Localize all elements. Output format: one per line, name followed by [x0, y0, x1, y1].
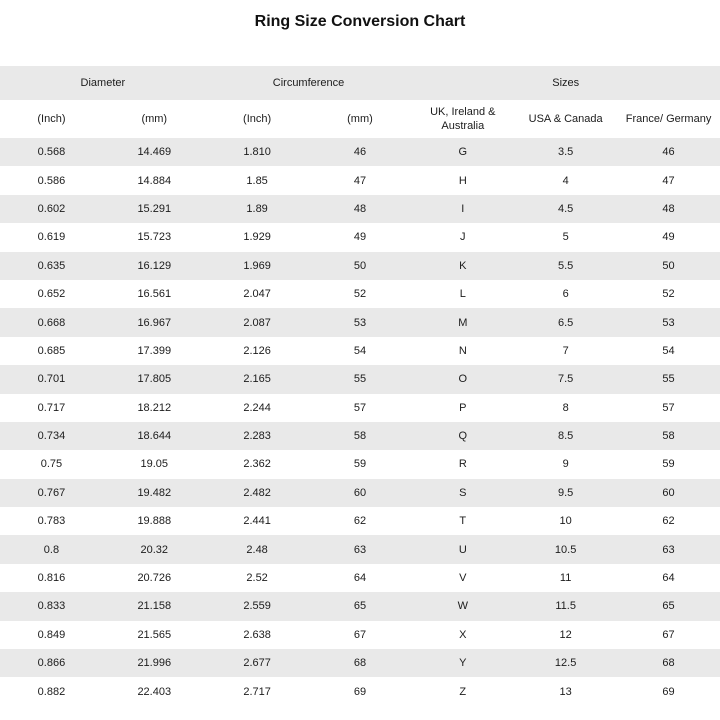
- cell: 68: [309, 649, 412, 677]
- cell: 7: [514, 337, 617, 365]
- cell: 48: [617, 195, 720, 223]
- cell: 46: [309, 138, 412, 166]
- cell: 15.291: [103, 195, 206, 223]
- cell: L: [411, 280, 514, 308]
- table-row: [0, 621, 720, 649]
- cell: 47: [617, 166, 720, 194]
- cell: 2.441: [206, 507, 309, 535]
- table-row: [0, 280, 720, 308]
- cell: 62: [309, 507, 412, 535]
- table-row: [0, 365, 720, 393]
- cell: 54: [617, 337, 720, 365]
- cell: 0.586: [0, 166, 103, 194]
- cell: 0.635: [0, 252, 103, 280]
- cell: 0.8: [0, 535, 103, 563]
- table-row: [0, 223, 720, 251]
- cell: 2.717: [206, 677, 309, 705]
- table-row: [0, 564, 720, 592]
- cell: 68: [617, 649, 720, 677]
- cell: 64: [309, 564, 412, 592]
- cell: 8.5: [514, 422, 617, 450]
- column-header-inch: (Inch): [0, 100, 103, 138]
- column-header-mm: (mm): [103, 100, 206, 138]
- cell: 12.5: [514, 649, 617, 677]
- cell: 0.652: [0, 280, 103, 308]
- cell: 59: [309, 450, 412, 478]
- cell: T: [411, 507, 514, 535]
- cell: 53: [617, 308, 720, 336]
- cell: 0.619: [0, 223, 103, 251]
- cell: G: [411, 138, 514, 166]
- cell: 20.726: [103, 564, 206, 592]
- cell: 14.884: [103, 166, 206, 194]
- cell: N: [411, 337, 514, 365]
- table-row: [0, 166, 720, 194]
- cell: 69: [617, 677, 720, 705]
- cell: 2.677: [206, 649, 309, 677]
- cell: 62: [617, 507, 720, 535]
- cell: 21.158: [103, 592, 206, 620]
- table-row: [0, 649, 720, 677]
- cell: 53: [309, 308, 412, 336]
- cell: 55: [617, 365, 720, 393]
- cell: U: [411, 535, 514, 563]
- cell: 19.482: [103, 479, 206, 507]
- cell: 2.482: [206, 479, 309, 507]
- table-row: [0, 479, 720, 507]
- cell: 0.783: [0, 507, 103, 535]
- cell: H: [411, 166, 514, 194]
- page-title: Ring Size Conversion Chart: [254, 13, 466, 30]
- cell: 48: [309, 195, 412, 223]
- cell: 2.48: [206, 535, 309, 563]
- cell: 6: [514, 280, 617, 308]
- cell: 67: [617, 621, 720, 649]
- cell: K: [411, 252, 514, 280]
- cell: 46: [617, 138, 720, 166]
- cell: 9: [514, 450, 617, 478]
- cell: 63: [309, 535, 412, 563]
- cell: P: [411, 394, 514, 422]
- cell: 2.559: [206, 592, 309, 620]
- cell: I: [411, 195, 514, 223]
- cell: 52: [617, 280, 720, 308]
- table-row: [0, 252, 720, 280]
- table-row: [0, 535, 720, 563]
- cell: Y: [411, 649, 514, 677]
- cell: 65: [309, 592, 412, 620]
- column-header-row: [0, 100, 720, 138]
- cell: 0.701: [0, 365, 103, 393]
- table-body: [0, 138, 720, 706]
- cell: 21.565: [103, 621, 206, 649]
- cell: O: [411, 365, 514, 393]
- cell: 2.638: [206, 621, 309, 649]
- cell: 49: [617, 223, 720, 251]
- cell: 49: [309, 223, 412, 251]
- cell: 9.5: [514, 479, 617, 507]
- cell: 0.833: [0, 592, 103, 620]
- cell: 67: [309, 621, 412, 649]
- cell: 1.929: [206, 223, 309, 251]
- table-row: [0, 677, 720, 705]
- cell: S: [411, 479, 514, 507]
- cell: 2.52: [206, 564, 309, 592]
- cell: 3.5: [514, 138, 617, 166]
- cell: Q: [411, 422, 514, 450]
- table-row: [0, 422, 720, 450]
- table-row: [0, 450, 720, 478]
- cell: 6.5: [514, 308, 617, 336]
- cell: 11: [514, 564, 617, 592]
- cell: 58: [309, 422, 412, 450]
- table-row: [0, 195, 720, 223]
- cell: 15.723: [103, 223, 206, 251]
- group-header-circumference: Circumference: [206, 66, 412, 100]
- cell: 21.996: [103, 649, 206, 677]
- cell: 0.717: [0, 394, 103, 422]
- cell: 1.85: [206, 166, 309, 194]
- table-header: [0, 66, 720, 138]
- cell: 13: [514, 677, 617, 705]
- cell: 10: [514, 507, 617, 535]
- cell: 1.89: [206, 195, 309, 223]
- cell: 17.805: [103, 365, 206, 393]
- cell: 2.283: [206, 422, 309, 450]
- cell: 2.244: [206, 394, 309, 422]
- cell: 2.126: [206, 337, 309, 365]
- cell: 8: [514, 394, 617, 422]
- table-row: [0, 138, 720, 166]
- table-row: [0, 337, 720, 365]
- cell: 7.5: [514, 365, 617, 393]
- table-row: [0, 592, 720, 620]
- cell: Z: [411, 677, 514, 705]
- cell: 16.561: [103, 280, 206, 308]
- cell: 59: [617, 450, 720, 478]
- cell: 0.882: [0, 677, 103, 705]
- cell: 18.644: [103, 422, 206, 450]
- cell: 11.5: [514, 592, 617, 620]
- cell: 2.362: [206, 450, 309, 478]
- cell: V: [411, 564, 514, 592]
- cell: 4.5: [514, 195, 617, 223]
- group-header-diameter: Diameter: [0, 66, 206, 100]
- cell: 22.403: [103, 677, 206, 705]
- cell: 0.568: [0, 138, 103, 166]
- cell: 55: [309, 365, 412, 393]
- cell: 54: [309, 337, 412, 365]
- cell: 19.05: [103, 450, 206, 478]
- cell: 10.5: [514, 535, 617, 563]
- column-header-usa-canada: USA & Canada: [514, 100, 617, 138]
- cell: 2.087: [206, 308, 309, 336]
- cell: 18.212: [103, 394, 206, 422]
- cell: 50: [617, 252, 720, 280]
- cell: 14.469: [103, 138, 206, 166]
- cell: R: [411, 450, 514, 478]
- cell: 0.685: [0, 337, 103, 365]
- cell: 5.5: [514, 252, 617, 280]
- group-header-sizes: Sizes: [411, 66, 720, 100]
- group-header-row: [0, 66, 720, 100]
- cell: 63: [617, 535, 720, 563]
- cell: 57: [309, 394, 412, 422]
- column-header-mm: (mm): [309, 100, 412, 138]
- cell: 5: [514, 223, 617, 251]
- cell: 1.810: [206, 138, 309, 166]
- cell: 2.047: [206, 280, 309, 308]
- cell: 50: [309, 252, 412, 280]
- cell: 20.32: [103, 535, 206, 563]
- table-row: [0, 507, 720, 535]
- cell: 12: [514, 621, 617, 649]
- cell: 0.602: [0, 195, 103, 223]
- table-row: [0, 394, 720, 422]
- cell: 47: [309, 166, 412, 194]
- cell: 60: [617, 479, 720, 507]
- cell: 0.849: [0, 621, 103, 649]
- cell: 17.399: [103, 337, 206, 365]
- column-header-france-germany: France/ Germany: [617, 100, 720, 138]
- cell: 0.816: [0, 564, 103, 592]
- cell: 69: [309, 677, 412, 705]
- cell: 0.866: [0, 649, 103, 677]
- cell: 64: [617, 564, 720, 592]
- cell: 0.734: [0, 422, 103, 450]
- cell: 60: [309, 479, 412, 507]
- column-header-uk-ireland-australia: UK, Ireland & Australia: [411, 100, 514, 138]
- cell: 0.767: [0, 479, 103, 507]
- cell: 16.967: [103, 308, 206, 336]
- cell: W: [411, 592, 514, 620]
- cell: M: [411, 308, 514, 336]
- cell: 19.888: [103, 507, 206, 535]
- cell: 52: [309, 280, 412, 308]
- ring-size-conversion-table: [0, 66, 720, 706]
- cell: X: [411, 621, 514, 649]
- cell: 4: [514, 166, 617, 194]
- column-header-inch: (Inch): [206, 100, 309, 138]
- cell: J: [411, 223, 514, 251]
- cell: 57: [617, 394, 720, 422]
- cell: 0.668: [0, 308, 103, 336]
- cell: 58: [617, 422, 720, 450]
- cell: 16.129: [103, 252, 206, 280]
- cell: 0.75: [0, 450, 103, 478]
- cell: 1.969: [206, 252, 309, 280]
- cell: 65: [617, 592, 720, 620]
- cell: 2.165: [206, 365, 309, 393]
- table-row: [0, 308, 720, 336]
